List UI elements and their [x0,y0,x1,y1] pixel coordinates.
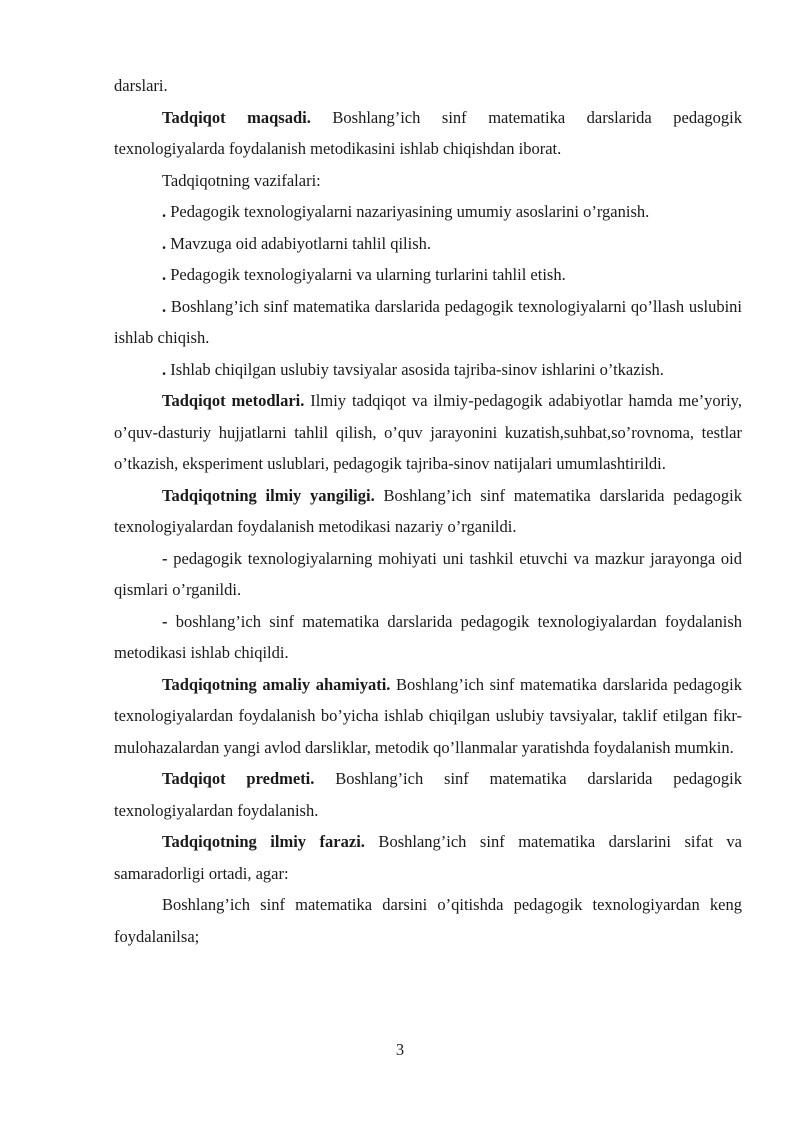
predmet-heading: Tadqiqot predmeti. [162,769,315,788]
intro-tail: darslari. [114,76,168,95]
yangilik-paragraph [114,480,742,543]
metodlar-paragraph [114,385,742,480]
maqsad-paragraph [114,102,742,165]
vazifa-item-1: . Pedagogik texnologiyalarni nazariyasining umumiy asoslarini o’rganish. [162,202,650,221]
faraz-condition: Boshlang’ich sinf matematika darsini o’qitishda pedagogik texnologiyardan keng foydalanilsa; [114,895,742,946]
vazifalar-heading: Tadqiqotning vazifalari: [162,170,321,190]
vazifa-item-4: . Boshlang’ich sinf matematika darslarida pedagogik texnologiyalarni qo’llash uslubini ishlab chiqish. [114,296,743,347]
metodlar-heading: Tadqiqot metodlari. [162,391,305,410]
yangilik-item-2: - boshlang’ich sinf matematika darslarida pedagogik texnologiyalardan foydalanish metodikasi ishlab chiqildi. [114,611,742,662]
document-page [114,70,742,952]
page-number: 3 [395,1040,405,1059]
yangilik-text: Boshlang’ich sinf matematika darslarida pedagogik texnologiyalardan foydalanish metodikasi nazariy o’rganildi. [114,485,742,536]
vazifa-item-2: . Mavzuga oid adabiyotlarni tahlil qilish. [162,233,431,253]
amaliy-paragraph [114,669,742,764]
yangilik-heading: Tadqiqotning ilmiy yangiligi. [162,485,375,505]
amaliy-heading: Tadqiqotning amaliy ahamiyati. [162,674,391,694]
faraz-heading: Tadqiqotning ilmiy farazi. [162,832,365,851]
vazifa-item-5: . Ishlab chiqilgan uslubiy tavsiyalar asosida tajriba-sinov ishlarini o’tkazish. [162,359,664,379]
faraz-text: Boshlang’ich sinf matematika darslarini sifat va samaradorligi ortadi, agar: [114,832,742,883]
metodlar-text: Ilmiy tadqiqot va ilmiy-pedagogik adabiyotlar hamda me’yoriy, o’quv-dasturiy hujjatlarni tahlil qilish, o’quv jarayonini kuzatish,suhbat,so’rovnoma, testlar o’tkazish, eksperiment uslublari, pedagogik tajriba-sinov natijalari umumlashtirildi. [114,391,742,473]
amaliy-text: Boshlang’ich sinf matematika darslarida pedagogik texnologiyalardan foydalanish bo’yicha ishlab chiqilgan uslubiy tavsiyalar, taklif etilgan fikr-mulohazalardan yangi avlod darsliklar, metodik qo’llanmalar yaratishda foydalanish mumkin. [114,674,742,757]
predmet-text: Boshlang’ich sinf matematika darslarida pedagogik texnologiyalardan foydalanish. [114,769,743,820]
faraz-paragraph [114,826,742,889]
vazifa-item-3: . Pedagogik texnologiyalarni va ularning turlarini tahlil etish. [162,265,566,284]
maqsad-heading: Tadqiqot maqsadi. [162,107,311,127]
maqsad-text: Boshlang’ich sinf matematika darslarida pedagogik texnologiyalarda foydalanish metodikasini ishlab chiqishdan iborat. [114,107,742,158]
predmet-paragraph [114,763,742,826]
yangilik-item-1: - pedagogik texnologiyalarning mohiyati uni tashkil etuvchi va mazkur jarayonga oid qismlari o’rganildi. [114,548,742,599]
